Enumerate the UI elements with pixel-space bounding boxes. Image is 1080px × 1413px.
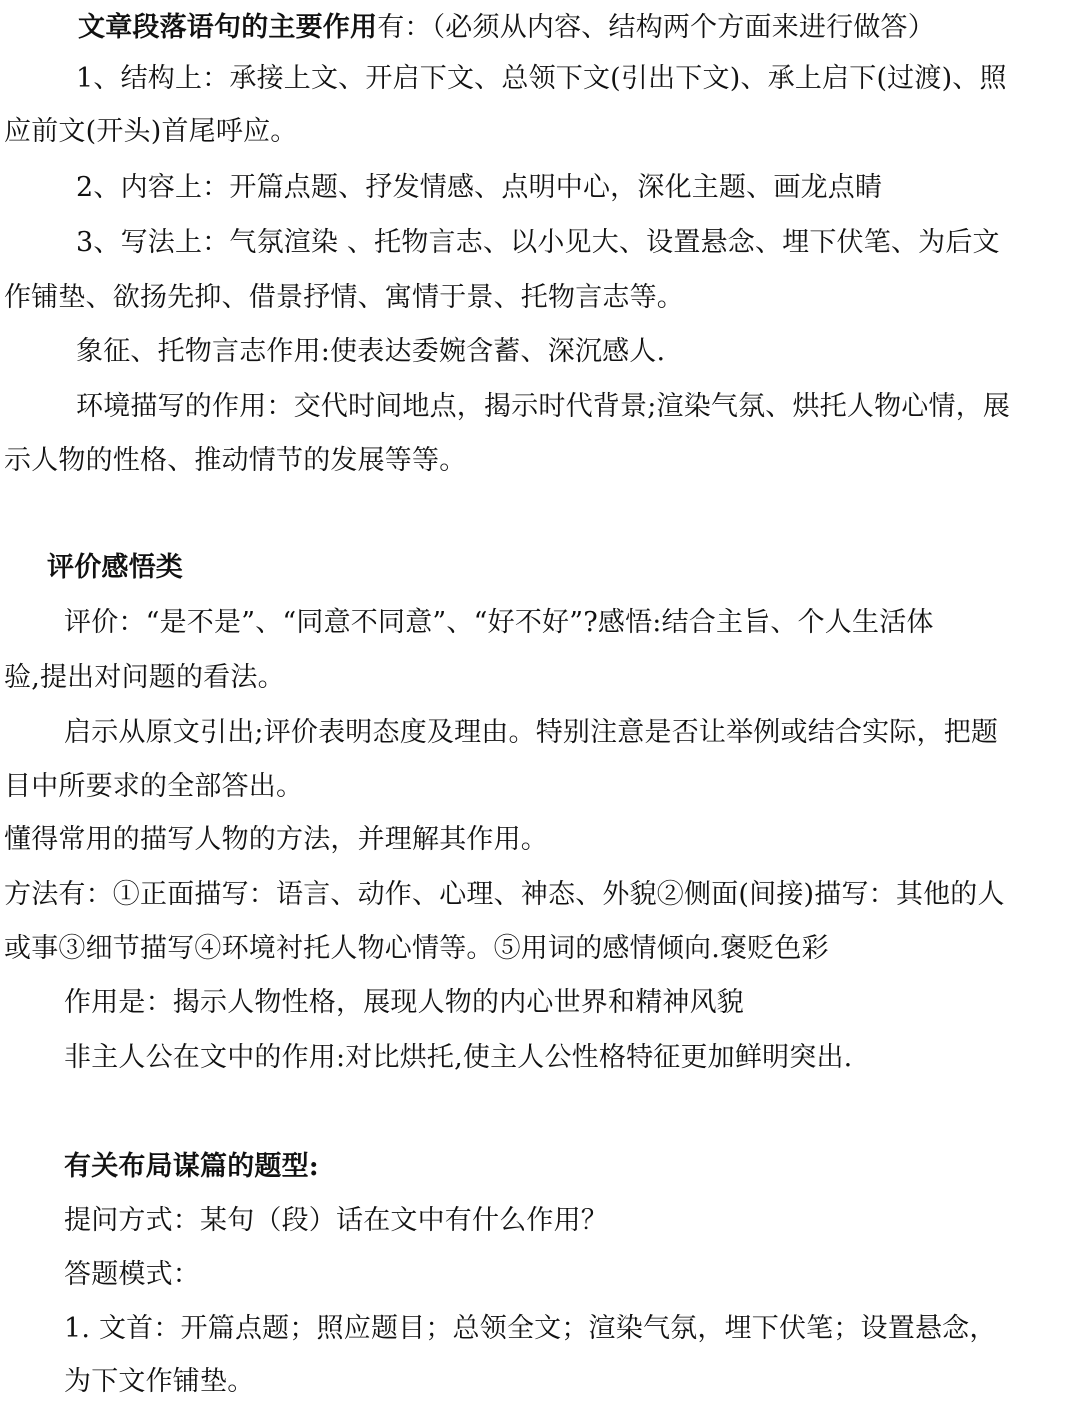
opening-line-1: 1. 文首：开篇点题；照应题目；总领全文；渲染气氛，埋下伏笔；设置悬念， <box>64 1313 997 1344</box>
evaluate-line-2: 验,提出对问题的看法。 <box>4 662 285 693</box>
evaluate-line-1: 评价：“是不是”、“同意不同意”、“好不好”?感悟:结合主旨、个人生活体 <box>64 607 934 638</box>
environment-line-1: 环境描写的作用：交代时间地点，揭示时代背景;渲染气氛、烘托人物心情，展 <box>76 391 1011 422</box>
methods-line-1: 方法有：①正面描写：语言、动作、心理、神态、外貌②侧面(间接)描写：其他的人 <box>4 879 1005 910</box>
technique-line-2: 作铺垫、欲扬先抑、借景抒情、寓情于景、托物言志等。 <box>4 282 684 313</box>
section-heading-evaluate: 评价感悟类 <box>47 552 183 583</box>
heading-bold-part: 文章段落语句的主要作用 <box>78 12 378 43</box>
answer-mode-line: 答题模式： <box>64 1259 200 1290</box>
symbol-line: 象征、托物言志作用:使表达委婉含蓄、深沉感人. <box>76 336 666 367</box>
inspiration-line-2: 目中所要求的全部答出。 <box>4 771 304 802</box>
heading-rest-part: 有：（必须从内容、结构两个方面来进行做答） <box>377 12 935 43</box>
section-heading-layout: 有关布局谋篇的题型: <box>64 1151 319 1182</box>
content-line-1: 2、内容上：开篇点题、抒发情感、点明中心，深化主题、画龙点睛 <box>76 172 883 203</box>
structure-line-1: 1、结构上：承接上文、开启下文、总领下文(引出下文)、承上启下(过渡)、照 <box>76 63 1007 94</box>
methods-line-2: 或事③细节描写④环境衬托人物心情等。⑤用词的感情倾向.褒贬色彩 <box>4 933 829 964</box>
inspiration-line-1: 启示从原文引出;评价表明态度及理由。特别注意是否让举例或结合实际，把题 <box>64 717 999 748</box>
section-heading-function <box>78 10 935 46</box>
environment-line-2: 示人物的性格、推动情节的发展等等。 <box>4 445 467 476</box>
character-methods-intro: 懂得常用的描写人物的方法，并理解其作用。 <box>4 824 548 855</box>
structure-line-2: 应前文(开头)首尾呼应。 <box>4 116 298 147</box>
technique-line-1: 3、写法上：气氛渲染 、托物言志、以小见大、设置悬念、埋下伏笔、为后文 <box>76 227 1000 258</box>
opening-line-2: 为下文作铺垫。 <box>64 1366 255 1397</box>
secondary-character-line: 非主人公在文中的作用:对比烘托,使主人公性格特征更加鲜明突出. <box>64 1042 853 1073</box>
question-format-line: 提问方式：某句（段）话在文中有什么作用？ <box>64 1205 608 1236</box>
effect-line: 作用是：揭示人物性格，展现人物的内心世界和精神风貌 <box>64 987 744 1018</box>
